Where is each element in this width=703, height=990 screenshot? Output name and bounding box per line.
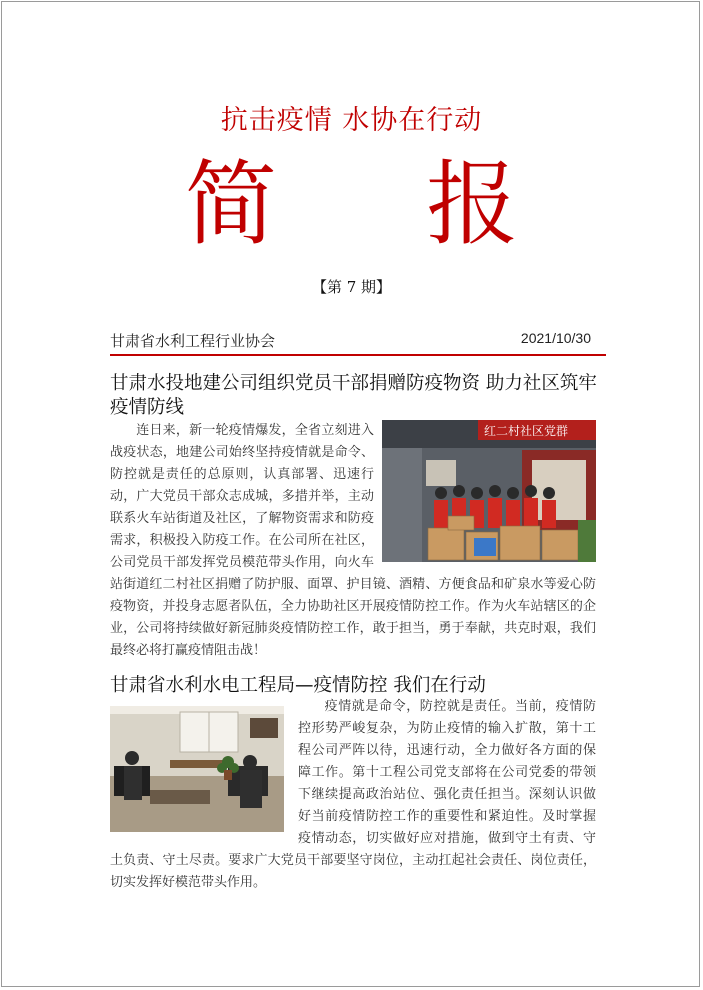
article-1-text: 连日来，新一轮疫情爆发，全省立刻进入战疫状态，地建公司始终坚持疫情就是命令、防控就是责任的总原则，认真部署、迅速行动，广大党员干部众志成城，多措并举，主动联系火车站街道及社区，了解物资需求和防疫需求，积极投入防疫工作。在公司所在社区，公司党员干部发挥党员模范带头作用，向火车站街道红二村社区捐赠了防护服、面罩、护目镜、酒精、方便食品和矿泉水等爱心防疫物资，并投身志愿者队伍，全力协助社区开展疫情防控工作。作为火车站辖区的企业，公司将持续做好新冠肺炎疫情防控工作，敢于担当，勇于奉献，共克时艰，我们最终必将打赢疫情阻击战！ bbox=[110, 423, 596, 658]
page-title: 简 报 bbox=[184, 151, 579, 258]
issue-number: 【第 7 期】 bbox=[311, 278, 392, 296]
article-1-photo bbox=[382, 420, 596, 562]
article-2-text: 疫情就是命令，防控就是责任。当前，疫情防控形势严峻复杂，为防止疫情的输入扩散，第十工程公司严阵以待，迅速行动，全力做好各方面的保障工作。第十工程公司党支部将在公司党委的带领下继续提高政治站位、强化责任担当。深刻认识做好当前疫情防控工作的重要性和紧迫性。及时掌握疫情动态，切实做好应对措施，做到守土有责、守土负责、守土尽责。要求广大党员干部要坚守岗位，主动扛起社会责任、岗位责任，切实发挥好模范带头作用。 bbox=[110, 699, 596, 890]
article-2-photo bbox=[110, 706, 284, 832]
article-1-body bbox=[110, 420, 596, 662]
publish-date: 2021/10/30 bbox=[520, 330, 591, 346]
photo-sign-text: 红二村社区党群 bbox=[484, 424, 569, 438]
article-1-headline: 甘肃水投地建公司组织党员干部捐赠防疫物资 助力社区筑牢疫情防线 bbox=[110, 373, 597, 418]
article-2-body bbox=[110, 696, 596, 894]
header-divider bbox=[110, 354, 606, 356]
publisher-name: 甘肃省水利工程行业协会 bbox=[110, 332, 276, 350]
article-2-headline: 甘肃省水利水电工程局—疫情防控 我们在行动 bbox=[110, 675, 486, 696]
slogan: 抗击疫情 水协在行动 bbox=[220, 105, 483, 136]
